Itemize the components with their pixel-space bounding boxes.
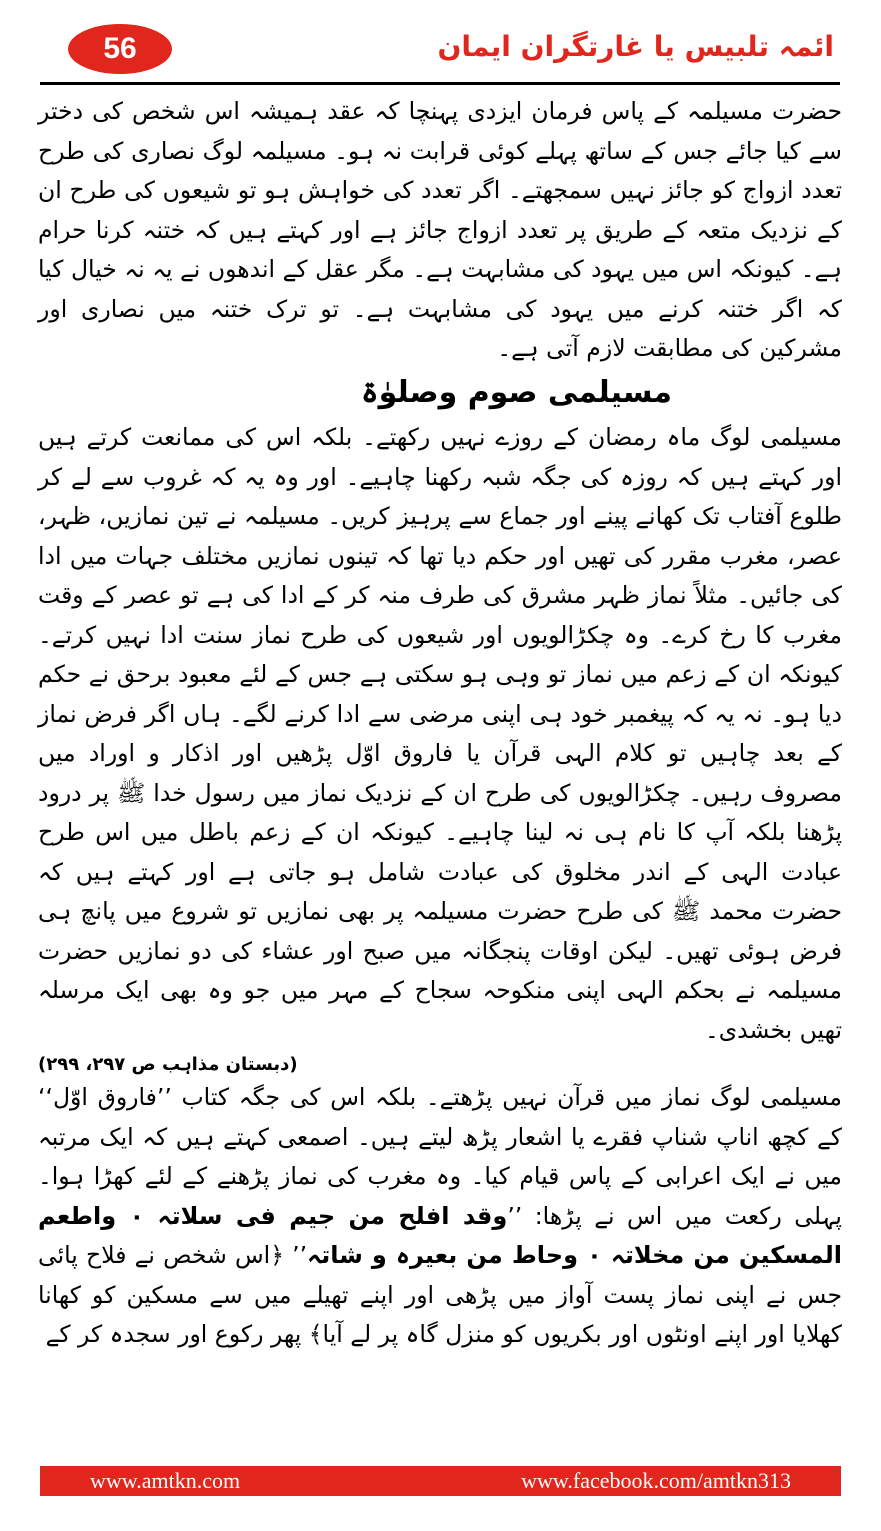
page-body xyxy=(38,92,842,1355)
paragraph-quran-reading-end: ’’ ﴿اس شخص نے فلاح پائی جس نے اپنی نماز پست آواز میں پڑھی اور اپنے تھیلے میں سے مسکین کو کھانا کھلایا اور اپنے اونٹوں اور بکریوں کو منزل گاہ پر لے آیا﴾ پھر رکوع اور سجدہ کر کے xyxy=(38,1241,842,1348)
footer-bar xyxy=(40,1466,841,1496)
paragraph-quran-reading xyxy=(38,1078,842,1355)
paragraph-fasting-prayer: مسیلمی لوگ ماہ رمضان کے روزے نہیں رکھتے۔ بلکہ اس کی ممانعت کرتے ہیں اور کہتے ہیں کہ روزہ کی جگہ شبہ رکھنا چاہیے۔ اور وہ یہ کہ غروب سے لے کر طلوع آفتاب تک کھانے پینے اور جماع سے پرہیز کریں۔ مسیلمہ نے تین نمازیں، ظہر، عصر، مغرب مقرر کی تھیں اور حکم دیا تھا کہ تینوں نمازیں مختلف جہات میں ادا کی جائیں۔ مثلاً نماز ظہر مشرق کی طرف منہ کر کے ادا کی ہے تو عصر کے وقت مغرب کا رخ کرے۔ وہ چکڑالویوں اور شیعوں کی طرح نماز سنت ادا نہیں کرتے۔ کیونکہ ان کے زعم میں نماز تو وہی ہو سکتی ہے جس کے لئے معبود برحق نے حکم دیا ہو۔ نہ یہ کہ پیغمبر خود ہی اپنی مرضی سے ادا کرنے لگے۔ ہاں اگر فرض نماز کے بعد چاہیں تو کلام الہی قرآن یا فاروق اوّل پڑھیں اور اذکار و اوراد میں مصروف رہیں۔ چکڑالویوں کی طرح ان کے نزدیک نماز میں رسول خدا ﷺ پر درود پڑھنا بلکہ آپ کا نام ہی نہ لینا چاہیے۔ کیونکہ ان کے زعم باطل میں اس طرح عبادت الہی کے اندر مخلوق کی عبادت شامل ہو جاتی ہے اور کہتے ہیں کہ حضرت محمد ﷺ کی طرح حضرت مسیلمہ پر بھی نمازیں تو شروع میں پانچ ہی فرض ہوئی تھیں۔ لیکن اوقات پنجگانہ میں صبح اور عشاء کی دو نمازیں حضرت مسیلمہ نے بحکم الہی اپنی منکوحہ سجاح کے مہر میں جو وہ بھی ایک مرسلہ تھیں بخشدی۔ xyxy=(38,423,842,1044)
facebook-link[interactable]: www.facebook.com/amtkn313 xyxy=(521,1468,791,1493)
paragraph-marriage: حضرت مسیلمہ کے پاس فرمان ایزدی پہنچا کہ عقد ہمیشہ اس شخص کی دختر سے کیا جائے جس کے ساتھ پہلے کوئی قرابت نہ ہو۔ مسیلمہ لوگ نصاری کی طرح تعدد ازواج کو جائز نہیں سمجھتے۔ اگر تعدد کی خواہش ہو تو شیعوں کی طرح ان کے نزدیک متعہ کے طریق پر تعدد ازواج جائز ہے اور کہتے ہیں کہ ختنہ کرنا حرام ہے۔ کیونکہ اس میں یہود کی مشابہت ہے۔ مگر عقل کے اندھوں نے یہ نہ خیال کیا کہ اگر ختنہ کرنے میں یہود کی مشابہت ہے۔ تو ترک ختنہ میں نصاری اور مشرکین کی مطابقت لازم آتی ہے۔ xyxy=(38,97,842,362)
book-title: ائمہ تلبیس یا غارتگران ایمان xyxy=(437,30,834,63)
section-heading: مسیلمی صوم وصلوٰۃ xyxy=(360,374,672,410)
website-link[interactable]: www.amtkn.com xyxy=(90,1468,241,1493)
arabic-quote: وقد افلح من جیم فی سلاتہ ۰ واطعم المسکین من مخلاتہ ۰ وحاط من بعیرہ و شاتہ xyxy=(38,1201,843,1269)
page-number-badge: 56 xyxy=(68,24,172,74)
paragraph-quran-reading-text: مسیلمی لوگ نماز میں قرآن نہیں پڑھتے۔ بلکہ اس کی جگہ کتاب ’’فاروق اوّل‘‘ کے کچھ اناپ شناپ فقرے یا اشعار پڑھ لیتے ہیں۔ اصمعی کہتے ہیں کہ ایک مرتبہ میں نے ایک اعرابی کے پاس قیام کیا۔ وہ مغرب کی نماز پڑھنے کے لئے کھڑا ہوا۔ پہلی رکعت میں اس نے پڑھا: ’’ xyxy=(38,1083,842,1230)
header-divider xyxy=(40,82,840,85)
page-header xyxy=(40,22,840,84)
citation: (دبستان مذاہب ص ۲۹۷، ۲۹۹) xyxy=(38,1054,298,1075)
